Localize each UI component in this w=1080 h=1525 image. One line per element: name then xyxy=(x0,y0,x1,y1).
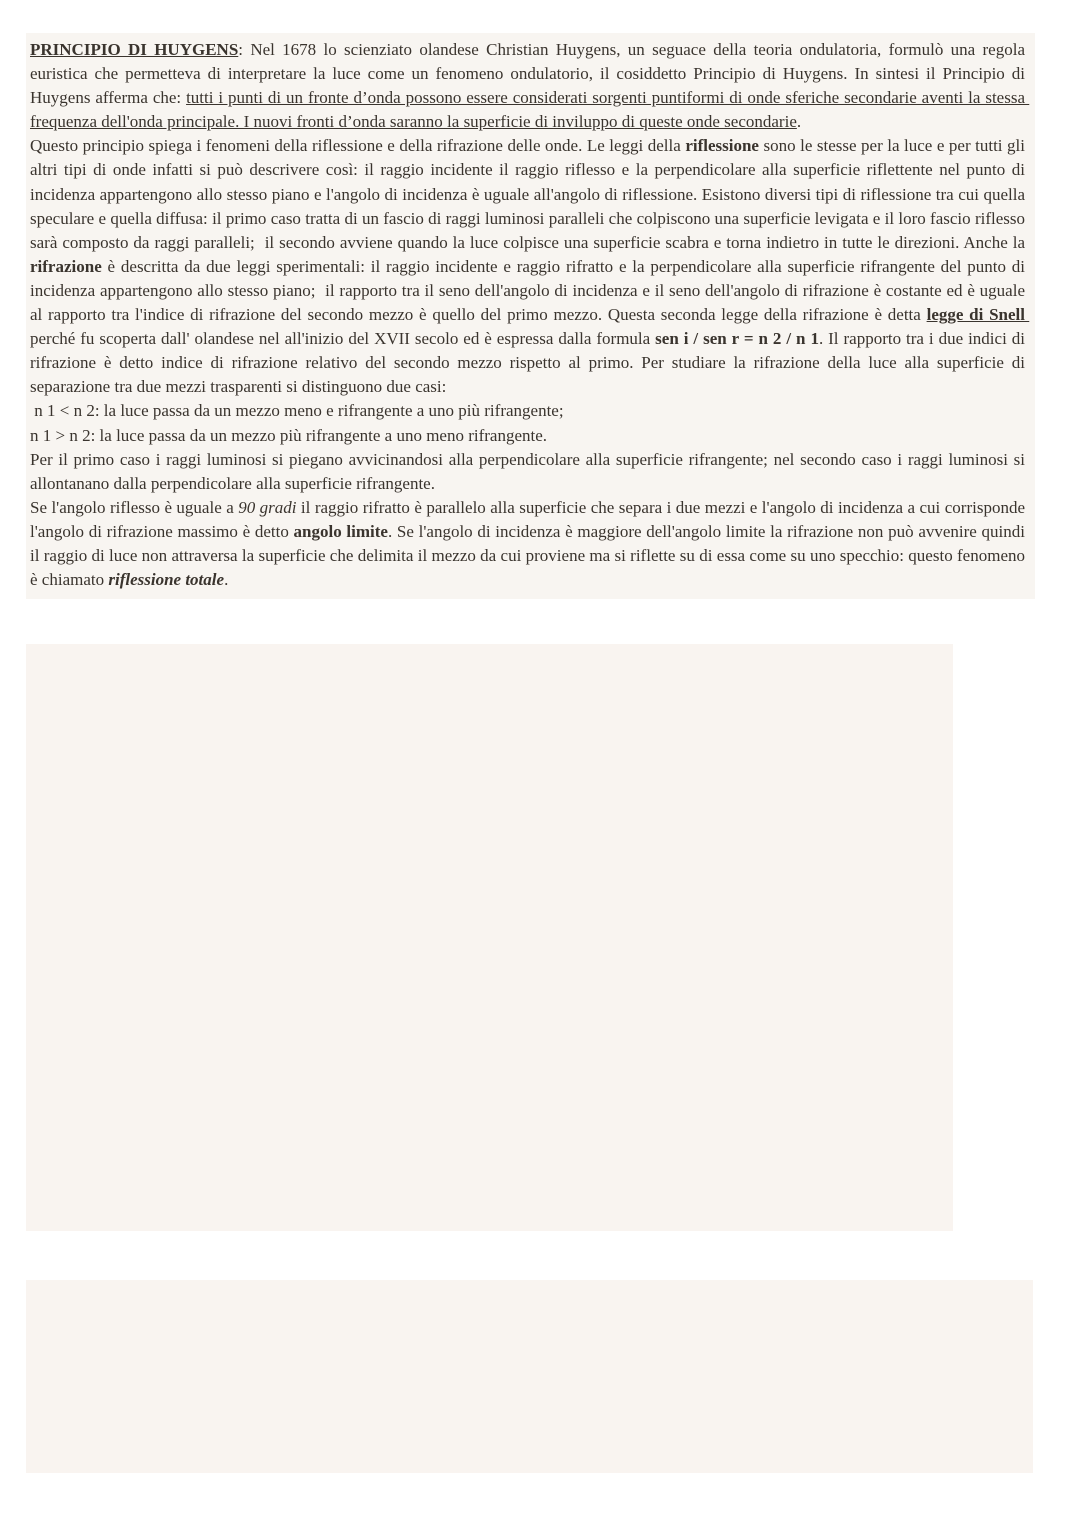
text-run: . xyxy=(796,112,802,132)
text-run: PRINCIPIO DI HUYGENS xyxy=(30,40,239,59)
paragraph xyxy=(30,134,1030,399)
text-run: n 1 < n 2: la luce passa da un mezzo meno e rifrangente a uno più rifrangente; xyxy=(30,401,564,421)
text-run: legge di Snell xyxy=(926,305,1030,325)
paragraph xyxy=(30,399,1025,423)
text-run: riflessione totale xyxy=(108,570,225,590)
text-run: . Il rapporto tra i due indici di rifrazione è detto indice di rifrazione relativo del secondo mezzo rispetto al primo. Per studiare la rifrazione della luce alla superficie di separazione tra due mezzi trasparenti si distinguono due casi: xyxy=(30,329,1030,397)
image-placeholder-1 xyxy=(26,644,953,1231)
text-run: angolo limite xyxy=(293,521,388,541)
text-run: Questo principio spiega i fenomeni della riflessione e della rifrazione delle onde. Le leggi della xyxy=(30,136,686,156)
text-run: . xyxy=(224,570,229,590)
text-run: sono le stesse per la luce e per tutti gli altri tipi di onde infatti si può descrivere così: il raggio incidente il raggio riflesso e la perpendicolare alla superficie riflettente nel punto di incidenza appartengono allo stesso piano e l'angolo di incidenza è uguale all'angolo di riflessione. Esistono diversi tipi di riflessione tra cui quella speculare e quella diffusa: il primo caso tratta di un fascio di raggi luminosi paralleli che colpiscono una superficie levigata e il loro fascio riflesso sarà composto da raggi paralleli; il secondo avviene quando la luce colpisce una superficie scabra e torna indietro in tutte le direzioni. Anche la xyxy=(30,136,1030,252)
text-run: 90 gradi xyxy=(238,497,297,517)
notes-text-block xyxy=(26,33,1035,599)
text-run: perché fu scoperta dall' olandese nel all'inizio del XVII secolo ed è espressa dalla formula xyxy=(30,329,656,349)
text-run: il raggio rifratto è parallelo alla superficie che separa i due mezzi e l'angolo di incidenza a cui corrisponde l'angolo di rifrazione massimo è detto xyxy=(30,497,1030,541)
text-run: : Nel 1678 lo scienziato olandese Christian Huygens, un seguace della teoria ondulatoria, formulò una regola euristica che permetteva di interpretare la luce come un fenomeno ondulatorio, il cosiddetto Principio di Huygens. In sintesi il Principio di Huygens afferma che: xyxy=(30,40,1030,108)
text-run: Se l'angolo riflesso è uguale a xyxy=(30,497,239,517)
image-placeholder-2 xyxy=(26,1280,1033,1473)
text-run: Per il primo caso i raggi luminosi si piegano avvicinandosi alla perpendicolare alla superficie rifrangente; nel secondo caso i raggi luminosi si allontanano dalla perpendicolare alla superficie rifrangente. xyxy=(30,449,1030,493)
paragraph xyxy=(30,38,1030,134)
text-run: . Se l'angolo di incidenza è maggiore dell'angolo limite la rifrazione non può avvenire quindi il raggio di luce non attraversa la superficie che delimita il mezzo da cui proviene ma si riflette su di essa come su uno specchio: questo fenomeno è chiamato xyxy=(30,521,1030,590)
text-run: n 1 > n 2: la luce passa da un mezzo più rifrangente a uno meno rifrangente. xyxy=(30,425,548,445)
text-run: sen i / sen r = n 2 / n 1 xyxy=(655,329,819,349)
paragraph xyxy=(30,424,1025,448)
paragraph xyxy=(30,496,1030,592)
text-run: rifrazione xyxy=(30,256,102,276)
text-run: tutti i punti di un fronte d’onda possono essere considerati sorgenti puntiformi di onde sferiche secondarie aventi la stessa frequenza dell'onda principale. I nuovi fronti d’onda saranno la superficie di inviluppo di queste onde secondarie xyxy=(30,88,1030,132)
text-run: è descritta da due leggi sperimentali: il raggio incidente e raggio rifratto e la perpendicolare alla superficie rifrangente del punto di incidenza appartengono allo stesso piano; il rapporto tra il seno dell'angolo di incidenza e il seno dell'angolo di rifrazione è costante ed è uguale al rapporto tra l'indice di rifrazione del secondo mezzo è quello del primo mezzo. Questa seconda legge della rifrazione è detta xyxy=(30,256,1030,325)
text-run: riflessione xyxy=(685,136,759,156)
paragraph xyxy=(30,448,1030,496)
